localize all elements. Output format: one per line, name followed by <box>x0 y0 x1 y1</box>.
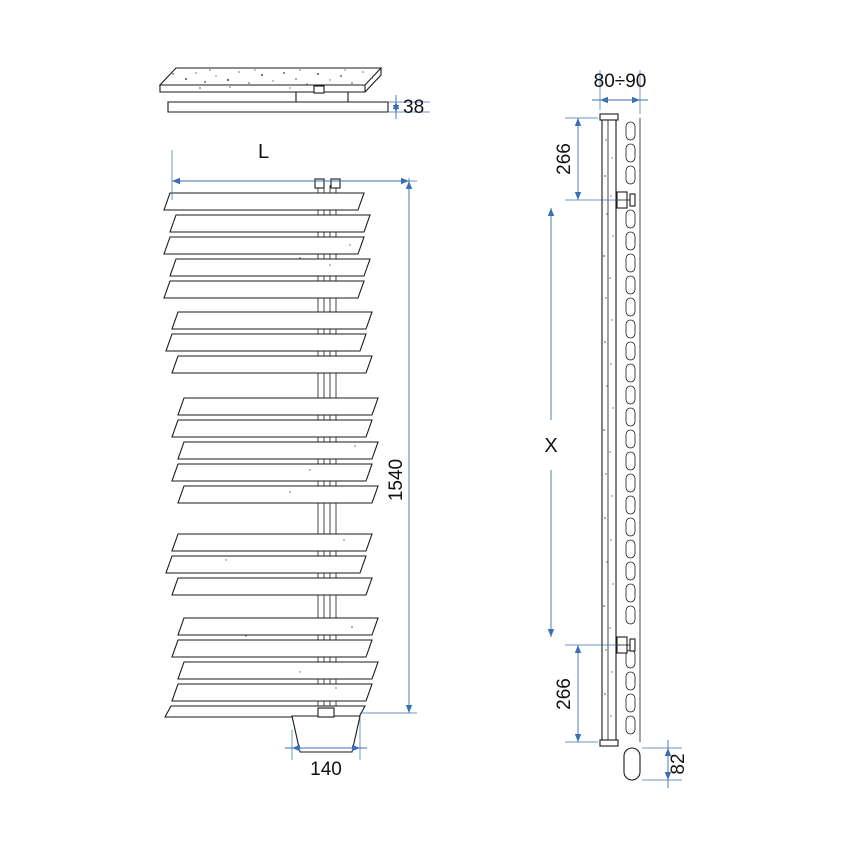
side-bar-end <box>626 386 635 404</box>
front-bar <box>172 356 372 373</box>
front-bar <box>172 534 372 551</box>
dim-266top-arrow-up <box>575 118 581 126</box>
side-bar-end <box>626 210 635 228</box>
side-bar-end <box>626 122 635 140</box>
side-bar-end <box>626 298 635 316</box>
front-bar <box>164 237 364 254</box>
side-bar-end <box>626 276 635 294</box>
dim-side-width-label: 80÷90 <box>593 71 647 92</box>
dim-foot-label: 82 <box>668 753 689 775</box>
dim-8090-arrow-left <box>600 97 608 103</box>
top-view-valve-stub <box>314 86 324 93</box>
dim-266bot-arrow-down <box>575 734 581 742</box>
dim-depth-label: 38 <box>403 97 425 118</box>
front-bar <box>164 281 364 298</box>
top-view-base-panel <box>168 102 388 112</box>
front-bar-group-5 <box>165 618 378 717</box>
dim-L-arrow-left <box>172 178 180 184</box>
side-bar-end <box>626 562 635 580</box>
front-bar <box>170 259 370 276</box>
side-bar-end <box>626 496 635 514</box>
side-bar-end <box>626 408 635 426</box>
dim-266top-arrow-down <box>575 192 581 200</box>
dim-X-arrow-top <box>548 208 554 216</box>
front-bottom-manifold <box>292 716 360 752</box>
side-foot-valve <box>624 748 640 780</box>
dim-width-label: L <box>258 141 270 163</box>
front-bar <box>166 334 366 351</box>
front-bar <box>172 420 372 437</box>
front-bar <box>178 442 378 459</box>
front-bar <box>178 398 378 415</box>
front-bar <box>178 618 378 635</box>
side-bar-end <box>626 232 635 250</box>
dim-height-label: 1540 <box>386 458 407 502</box>
front-bar <box>178 486 378 503</box>
side-bar-end <box>626 694 635 712</box>
front-top-stub-left <box>315 179 324 188</box>
side-bar-end <box>626 584 635 602</box>
side-bar-end <box>626 430 635 448</box>
side-bar-end <box>626 342 635 360</box>
dim-8090-arrow-right <box>632 97 640 103</box>
top-view <box>160 68 430 119</box>
front-bar <box>172 684 372 701</box>
front-top-stub-right <box>331 179 340 188</box>
side-bracket-plate <box>630 194 635 206</box>
front-bar-group-4 <box>166 534 372 595</box>
side-bar-end <box>626 606 635 624</box>
side-bar-end <box>626 254 635 272</box>
side-view <box>544 70 689 788</box>
top-view-plate-edge <box>160 85 365 92</box>
side-bar-end <box>626 166 635 184</box>
side-bar-end <box>626 540 635 558</box>
dim-1540-arrow-top <box>406 181 412 189</box>
side-bottom-cap <box>600 740 618 746</box>
side-bar-end <box>626 672 635 690</box>
dim-140-arrow-left <box>292 745 300 751</box>
dim-X-arrow-bottom <box>548 629 554 637</box>
dim-center-span-label: X <box>544 435 558 457</box>
dim-base-label: 140 <box>310 759 342 780</box>
dim-140-arrow-right <box>352 745 360 751</box>
front-bottom-stub <box>318 708 334 717</box>
side-bracket-bottom <box>617 637 635 653</box>
front-bar <box>166 556 366 573</box>
front-bar <box>172 464 372 481</box>
front-bar <box>170 215 370 232</box>
front-bar <box>172 312 372 329</box>
front-bar-group-2 <box>166 312 372 373</box>
dim-bottom-bracket-label: 266 <box>554 678 575 710</box>
side-bracket-top <box>617 192 635 208</box>
front-bar <box>178 662 378 679</box>
side-bar-end <box>626 452 635 470</box>
front-bar-group-1 <box>164 193 370 298</box>
side-bar-end <box>626 518 635 536</box>
side-bar-end <box>626 716 635 734</box>
front-view <box>164 141 417 780</box>
top-view-plate <box>160 68 381 85</box>
side-bar-end <box>626 474 635 492</box>
front-bar <box>164 193 364 210</box>
dim-top-bracket-label: 266 <box>554 143 575 175</box>
side-bracket-plate <box>630 639 635 651</box>
side-bar-end <box>626 320 635 338</box>
front-bar <box>172 578 372 595</box>
front-bar-group-3 <box>172 398 378 503</box>
front-bar <box>172 640 372 657</box>
side-bar-end <box>626 144 635 162</box>
side-bar-end <box>626 364 635 382</box>
side-top-cap <box>600 114 618 120</box>
dim-1540-arrow-bottom <box>406 705 412 713</box>
dim-266bot-arrow-up <box>575 645 581 653</box>
front-bar <box>165 706 365 717</box>
